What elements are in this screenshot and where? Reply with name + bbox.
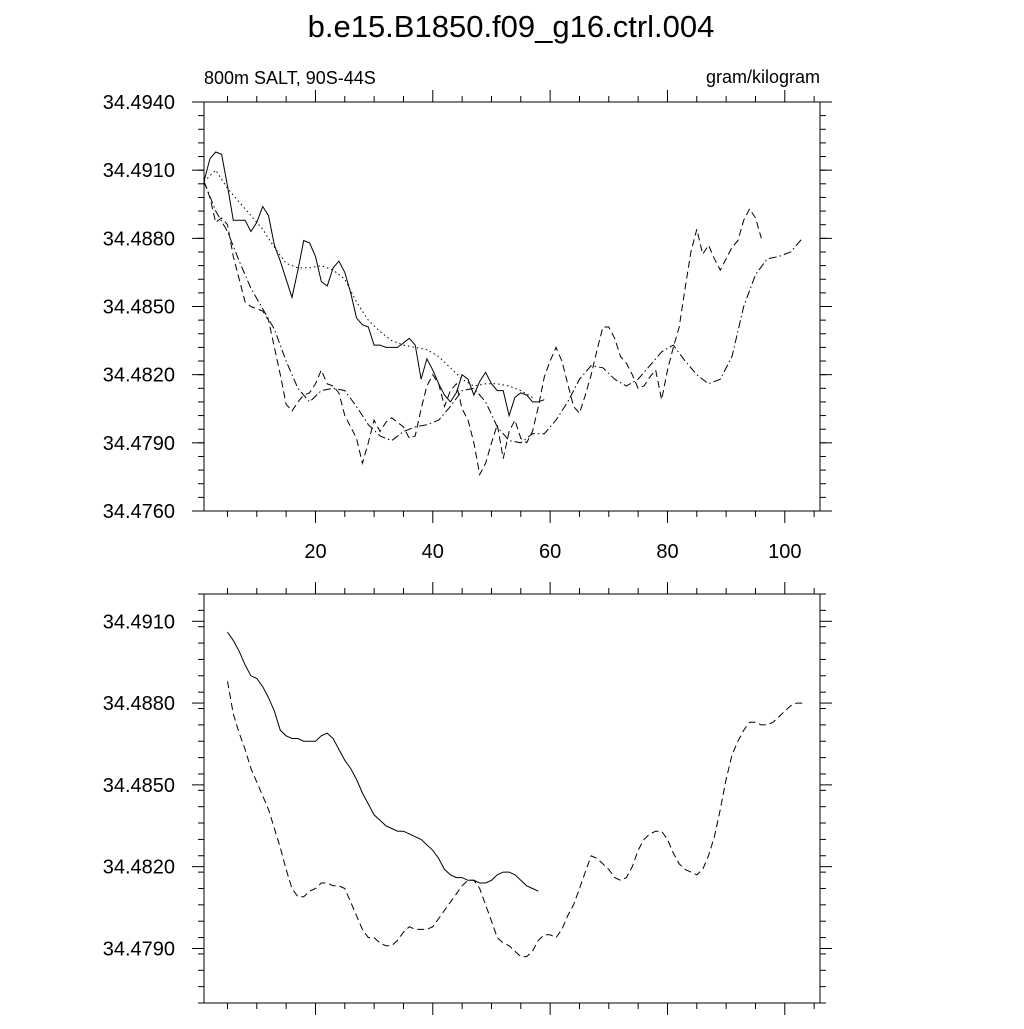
- plot-frame: [204, 594, 820, 1003]
- y-tick-label: 34.4850: [102, 296, 175, 319]
- y-tick-label: 34.4880: [102, 693, 175, 716]
- y-tick-label: 34.4790: [102, 432, 175, 455]
- subtitle-left: 800m SALT, 90S-44S: [204, 68, 376, 88]
- x-tick-label: 40: [421, 541, 444, 563]
- y-tick-label: 34.4910: [102, 611, 175, 634]
- series-line-dashdot: [204, 182, 802, 443]
- x-tick-label: 80: [656, 541, 679, 563]
- plot-frame: [204, 102, 820, 511]
- y-tick-label: 34.4820: [102, 856, 175, 879]
- y-tick-label: 34.4910: [102, 160, 175, 183]
- y-tick-label: 34.4760: [102, 501, 175, 523]
- series-line-dashed: [204, 182, 761, 475]
- series-line-dotted: [204, 170, 533, 397]
- x-tick-label: 100: [768, 541, 802, 563]
- y-tick-label: 34.4850: [102, 774, 175, 797]
- series-line-solid: [204, 152, 544, 416]
- y-tick-label: 34.4790: [102, 938, 175, 961]
- series-line-solid: [228, 632, 539, 891]
- series-line-dashed: [228, 681, 803, 956]
- x-tick-label: 20: [304, 541, 327, 563]
- y-tick-label: 34.4820: [102, 364, 175, 387]
- y-tick-label: 34.4880: [102, 228, 175, 251]
- x-tick-label: 60: [539, 541, 562, 563]
- subtitle-right: gram/kilogram: [705, 67, 820, 87]
- panel-top: [103, 67, 832, 563]
- panel-bottom: [103, 582, 832, 1015]
- y-tick-label: 34.4940: [102, 92, 175, 114]
- figure-title: b.e15.B1850.f09_g16.ctrl.004: [307, 9, 715, 44]
